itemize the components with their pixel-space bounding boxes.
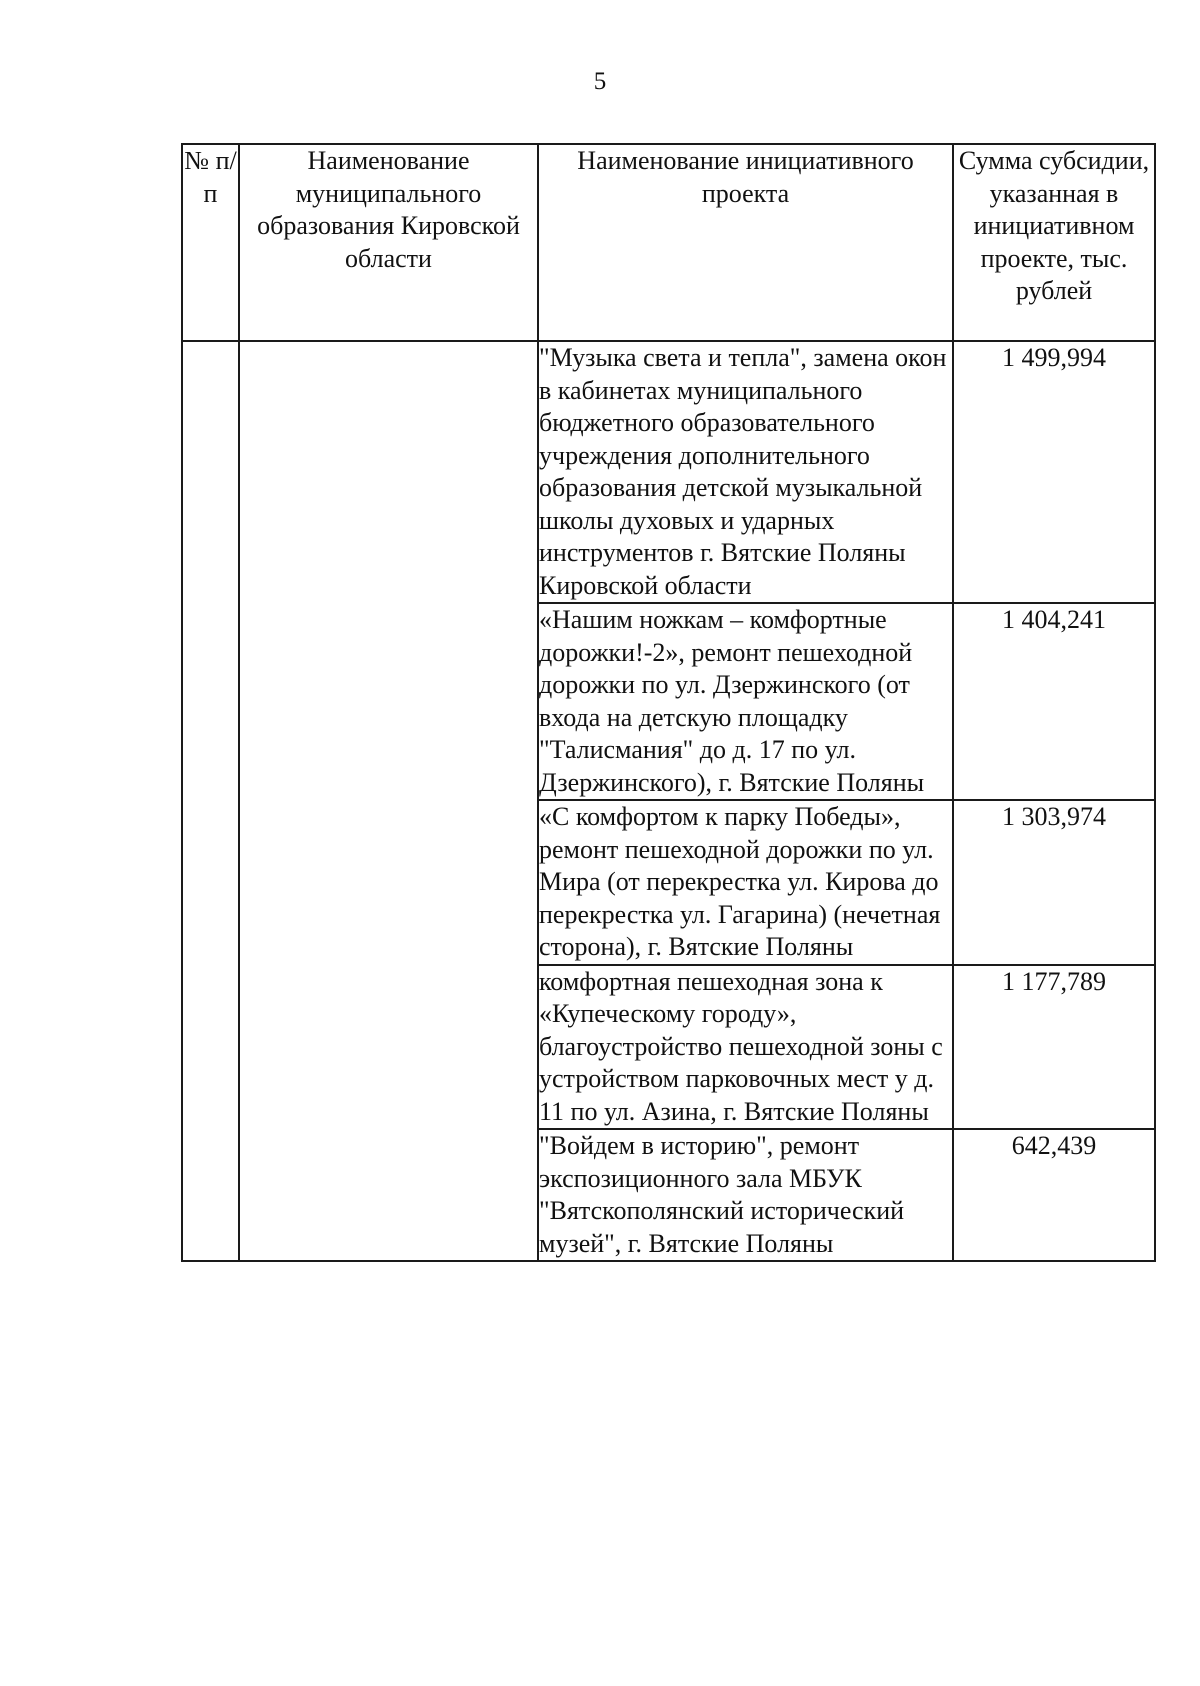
subsidy-table xyxy=(181,143,1156,1262)
page-number: 5 xyxy=(593,68,607,95)
municipality-cell xyxy=(239,341,538,1261)
header-municipality: Наименование муниципального образования Кировской области xyxy=(239,144,538,341)
project-cell: "Музыка света и тепла", замена окон в кабинетах муниципального бюджетного образовательного учреждения дополнительного образования детской музыкальной школы духовых и ударных инструментов г. Вятские Поляны Кировской области xyxy=(538,341,953,603)
project-cell: «Нашим ножкам – комфортные дорожки!-2», ремонт пешеходной дорожки по ул. Дзержинского (от входа на детскую площадку "Талисмания" до д. 17 по ул. Дзержинского), г. Вятские Поляны xyxy=(538,603,953,800)
project-cell: "Войдем в историю", ремонт экспозиционного зала МБУК "Вятскополянский исторический музей", г. Вятские Поляны xyxy=(538,1129,953,1261)
sum-cell: 1 404,241 xyxy=(953,603,1155,800)
table-row xyxy=(182,341,1155,603)
sum-cell: 1 303,974 xyxy=(953,800,1155,965)
sum-cell: 1 177,789 xyxy=(953,965,1155,1130)
table-header-row xyxy=(182,144,1155,341)
project-cell: «С комфортом к парку Победы», ремонт пешеходной дорожки по ул. Мира (от перекрестка ул. Кирова до перекрестка ул. Гагарина) (нечетная сторона), г. Вятские Поляны xyxy=(538,800,953,965)
project-cell: комфортная пешеходная зона к «Купеческому городу», благоустройство пешеходной зоны с устройством парковочных мест у д. 11 по ул. Азина, г. Вятские Поляны xyxy=(538,965,953,1130)
header-sum: Сумма субсидии, указанная в инициативном проекте, тыс. рублей xyxy=(953,144,1155,341)
sum-cell: 642,439 xyxy=(953,1129,1155,1261)
number-cell xyxy=(182,341,239,1261)
header-number: № п/п xyxy=(182,144,239,341)
sum-cell: 1 499,994 xyxy=(953,341,1155,603)
header-project: Наименование инициативного проекта xyxy=(538,144,953,341)
